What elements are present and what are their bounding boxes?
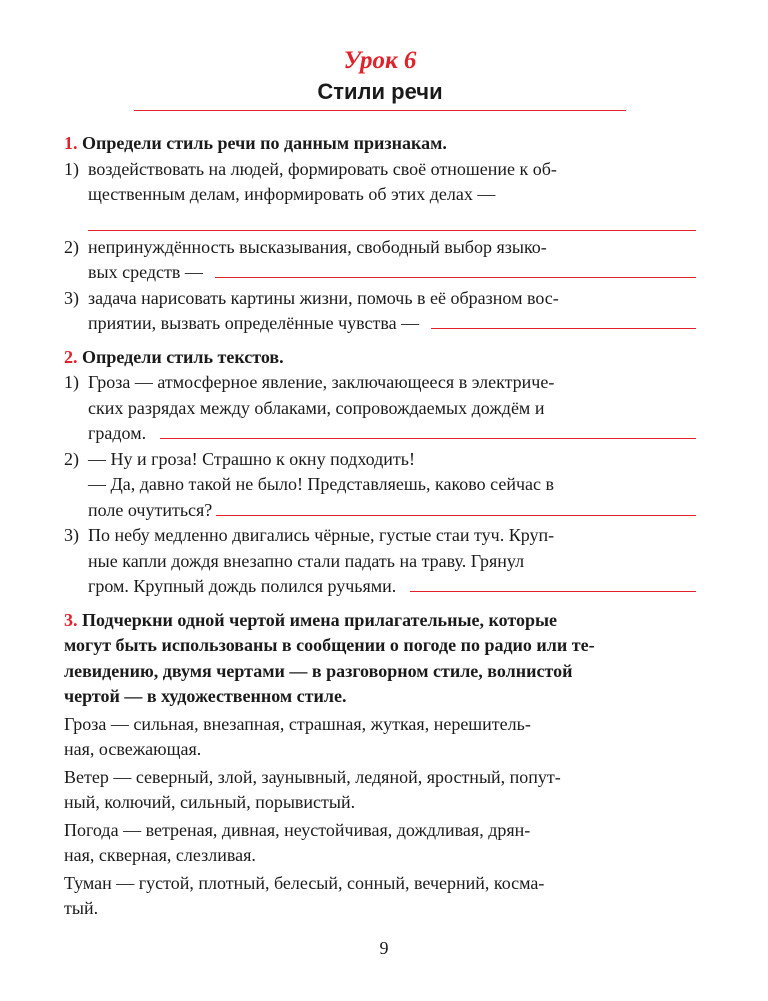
answer-blank[interactable]	[88, 208, 696, 231]
item-number: 3)	[64, 287, 79, 308]
paragraph-line: ная, скверная, слезливая.	[64, 845, 256, 865]
task-3-number: 3.	[64, 609, 78, 630]
answer-blank[interactable]	[410, 574, 696, 592]
item-number: 3)	[64, 525, 79, 545]
page	[64, 40, 696, 922]
lesson-number: Урок 6	[343, 47, 417, 74]
task-2-number: 2.	[64, 346, 78, 367]
item-text-line: — Ну и гроза! Страшно к окну подходить!	[88, 448, 415, 469]
page-number: 9	[379, 938, 389, 958]
title-underline	[134, 110, 626, 111]
item-text-line: непринуждённость высказывания, свободный выбор языко-	[88, 236, 547, 257]
paragraph-line: ный, колючий, сильный, порывистый.	[64, 792, 356, 812]
word-group-wind	[64, 765, 696, 816]
item-text-line: ских разрядах между облаками, сопровождаемых дождём и	[88, 397, 545, 418]
word-group-thunderstorm	[64, 712, 696, 763]
paragraph-line: Туман — густой, плотный, белесый, сонный, вечерний, косма-	[64, 872, 545, 893]
task-1-number: 1.	[64, 133, 78, 153]
paragraph-line: тый.	[64, 898, 99, 918]
task-3-heading-line: чертой — в художественном стиле.	[64, 686, 347, 706]
item-text-line: градом.	[88, 423, 147, 443]
task-2-title: Определи стиль текстов.	[82, 346, 284, 367]
paragraph-line: Погода — ветреная, дивная, неустойчивая, дождливая, дрян-	[64, 819, 531, 840]
task-2	[64, 345, 696, 600]
item-text-line: Гроза — атмосферное явление, заключающееся в электриче-	[88, 372, 555, 392]
task-1-item-1	[64, 157, 696, 208]
item-number: 2)	[64, 236, 79, 257]
task-2-item-3	[64, 523, 696, 600]
item-text-line: — Да, давно такой не было! Представляешь, каково сейчас в	[88, 474, 555, 494]
task-3-title-text: Подчеркни одной чертой имена прилагательные, которые	[82, 609, 558, 630]
item-text-line: воздействовать на людей, формировать своё отношение к об-	[88, 158, 557, 179]
answer-blank[interactable]	[215, 260, 696, 278]
answer-blank[interactable]	[216, 498, 696, 516]
item-number: 1)	[64, 372, 79, 392]
task-1	[64, 131, 696, 337]
item-text-line: поле очутиться?	[88, 499, 213, 520]
item-text-line: По небу медленно двигались чёрные, густые стаи туч. Круп-	[88, 525, 555, 545]
paragraph-line: Ветер — северный, злой, заунывный, ледяной, яростный, попут-	[64, 766, 561, 787]
item-text-line: приятии, вызвать определённые чувства —	[88, 313, 420, 333]
item-text-line: ные капли дождя внезапно стали падать на траву. Грянул	[88, 550, 525, 571]
task-1-heading	[64, 131, 696, 157]
page-title: Стили речи	[317, 79, 443, 104]
paragraph-line: Гроза — сильная, внезапная, страшная, жуткая, нерешитель-	[64, 713, 531, 734]
answer-blank[interactable]	[160, 421, 696, 439]
task-1-item-3	[64, 286, 696, 337]
task-2-heading	[64, 345, 696, 371]
item-number: 1)	[64, 158, 79, 179]
item-text-line: гром. Крупный дождь полился ручьями.	[88, 576, 397, 596]
task-3-heading-line: левидению, двумя чертами — в разговорном стиле, волнистой	[64, 660, 573, 681]
word-group-fog	[64, 871, 696, 922]
word-group-weather	[64, 818, 696, 869]
task-3-heading-line	[64, 608, 696, 634]
task-2-item-2	[64, 447, 696, 524]
task-1-item-2	[64, 235, 696, 286]
task-3-heading-line: могут быть использованы в сообщении о погоде по радио или те-	[64, 635, 595, 655]
paragraph-line: ная, освежающая.	[64, 739, 202, 759]
answer-blank[interactable]	[431, 311, 696, 329]
task-1-title: Определи стиль речи по данным признакам.	[82, 133, 447, 153]
task-3	[64, 608, 696, 922]
item-text-line: щественным делам, информировать об этих делах —	[88, 184, 496, 204]
item-text-line: вых средств —	[88, 262, 203, 282]
task-2-item-1	[64, 370, 696, 447]
item-text-line: задача нарисовать картины жизни, помочь в её образном вос-	[88, 287, 559, 308]
item-number: 2)	[64, 448, 79, 469]
